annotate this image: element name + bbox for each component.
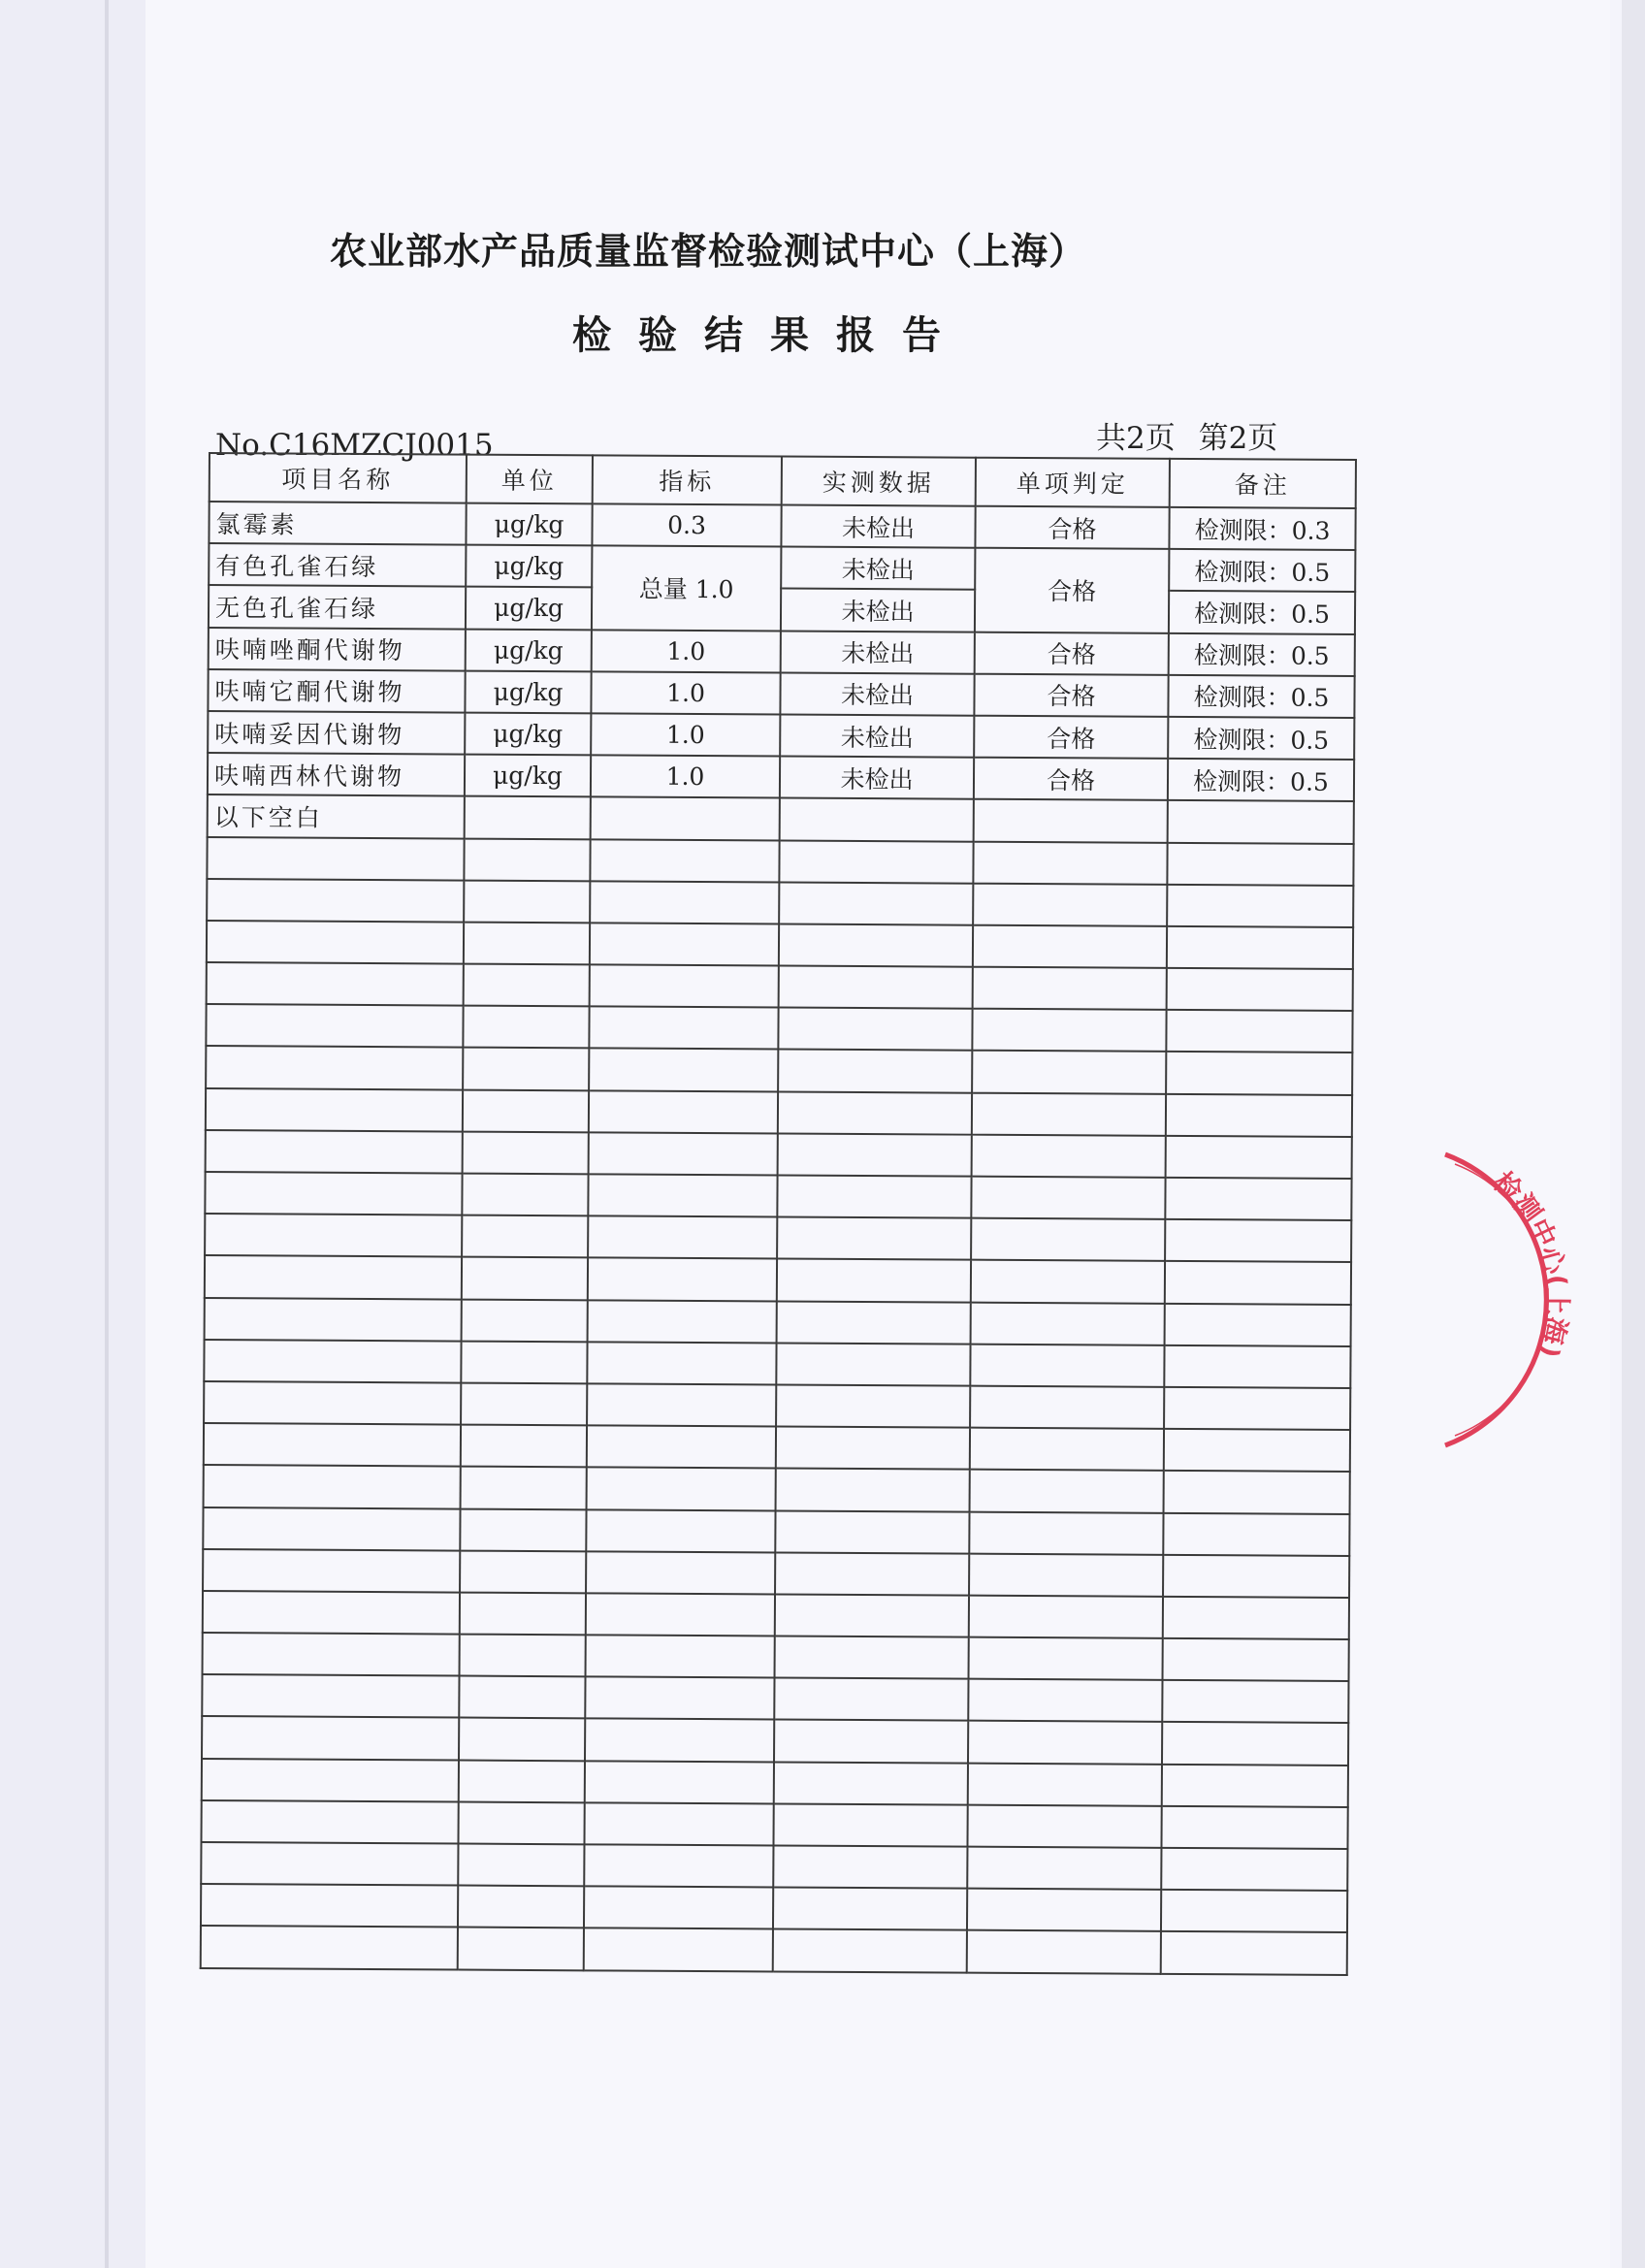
column-header-measured: 实测数据 <box>782 457 976 506</box>
item-unit: μg/kg <box>466 545 592 588</box>
empty-table-row <box>202 1716 1348 1765</box>
empty-table-row <box>204 1381 1350 1430</box>
column-header-item: 项目名称 <box>210 453 467 503</box>
item-name: 呋喃西林代谢物 <box>208 753 465 796</box>
table-row <box>209 543 1355 592</box>
item-name: 呋喃它酮代谢物 <box>208 669 465 713</box>
empty-table-row <box>204 1340 1350 1388</box>
item-standard: 1.0 <box>592 630 781 672</box>
red-seal-stamp <box>1426 1145 1645 1455</box>
institution-title: 农业部水产品质量监督检验测试中心（上海） <box>330 230 1087 273</box>
item-measured: 未检出 <box>780 672 974 715</box>
item-standard: 总量 1.0 <box>592 546 782 632</box>
empty-table-row <box>206 1130 1352 1179</box>
item-measured: 未检出 <box>781 547 975 590</box>
empty-table-row <box>207 879 1353 927</box>
table-row <box>208 711 1354 760</box>
table-row <box>208 669 1354 718</box>
empty-table-row <box>205 1298 1351 1346</box>
item-standard: 1.0 <box>591 755 780 797</box>
empty-table-row <box>202 1759 1348 1807</box>
empty-table-row <box>207 921 1353 969</box>
item-measured: 未检出 <box>781 589 975 632</box>
column-header-unit: 单位 <box>467 455 593 504</box>
item-remark: 检测限：0.5 <box>1169 632 1355 675</box>
item-unit: μg/kg <box>466 629 592 671</box>
item-judgment: 合格 <box>975 548 1170 633</box>
page-fold-line <box>105 0 109 2268</box>
table-row <box>208 794 1354 843</box>
item-standard: 0.3 <box>592 503 781 546</box>
item-judgment: 合格 <box>974 758 1168 800</box>
empty-table-row <box>203 1591 1349 1639</box>
empty-table-row <box>204 1465 1350 1513</box>
column-header-remark: 备注 <box>1170 459 1356 508</box>
empty-table-row <box>205 1255 1351 1304</box>
item-name: 呋喃妥因代谢物 <box>208 711 465 755</box>
empty-table-row <box>207 836 1353 885</box>
item-name: 有色孔雀石绿 <box>209 543 466 587</box>
empty-table-row <box>201 1926 1347 1974</box>
empty-table-row <box>206 1046 1352 1094</box>
empty-table-row <box>203 1633 1349 1681</box>
table-row <box>209 628 1355 676</box>
item-remark: 检测限：0.5 <box>1168 675 1354 718</box>
column-header-judgment: 单项判定 <box>976 458 1170 507</box>
blank-note: 以下空白 <box>208 794 465 838</box>
empty-table-row <box>205 1172 1351 1220</box>
empty-table-row <box>201 1884 1347 1932</box>
table-row <box>209 585 1355 633</box>
report-number: No.C16MZCJ0015 <box>215 428 494 463</box>
item-judgment: 合格 <box>974 716 1168 759</box>
item-remark: 检测限：0.5 <box>1169 591 1355 633</box>
blank-rows <box>201 836 1354 1974</box>
item-remark: 检测限：0.5 <box>1169 549 1355 592</box>
item-unit: μg/kg <box>466 587 592 630</box>
item-measured: 未检出 <box>781 631 975 673</box>
empty-table-row <box>203 1507 1349 1555</box>
item-judgment: 合格 <box>975 632 1169 674</box>
item-judgment: 合格 <box>974 673 1168 716</box>
empty-table-row <box>205 1214 1351 1262</box>
report-subtitle: 检验结果报告 <box>572 313 968 358</box>
results-table <box>200 452 1357 1976</box>
empty-table-row <box>204 1423 1350 1472</box>
table-row <box>208 753 1354 801</box>
item-remark: 检测限：0.5 <box>1168 717 1354 760</box>
page-right-edge <box>1622 0 1645 2268</box>
item-name: 无色孔雀石绿 <box>209 585 466 629</box>
item-name: 呋喃唑酮代谢物 <box>209 628 466 671</box>
item-unit: μg/kg <box>466 503 592 546</box>
previous-page-edge <box>0 0 145 2268</box>
item-unit: μg/kg <box>465 670 591 713</box>
table-header-row <box>210 453 1356 508</box>
column-header-standard: 指标 <box>593 455 782 504</box>
item-standard: 1.0 <box>591 671 780 714</box>
item-measured: 未检出 <box>781 505 975 548</box>
item-remark: 检测限：0.5 <box>1168 759 1354 801</box>
empty-table-row <box>202 1674 1348 1723</box>
item-unit: μg/kg <box>465 713 591 756</box>
item-judgment: 合格 <box>975 506 1169 549</box>
svg-text:检测中心(上海): 检测中心(上海) <box>1487 1165 1574 1362</box>
item-standard: 1.0 <box>591 713 780 756</box>
item-remark: 检测限：0.3 <box>1169 507 1355 550</box>
empty-table-row <box>201 1800 1347 1849</box>
item-measured: 未检出 <box>780 757 974 799</box>
item-name: 氯霉素 <box>209 502 466 545</box>
page-indicator: 共2页 第2页 <box>1096 421 1278 456</box>
table-row <box>209 502 1355 550</box>
item-measured: 未检出 <box>780 714 974 757</box>
empty-table-row <box>201 1842 1347 1891</box>
empty-table-row <box>206 1088 1352 1137</box>
empty-table-row <box>207 962 1353 1011</box>
empty-table-row <box>206 1004 1352 1053</box>
empty-table-row <box>203 1549 1349 1598</box>
item-unit: μg/kg <box>465 755 591 797</box>
